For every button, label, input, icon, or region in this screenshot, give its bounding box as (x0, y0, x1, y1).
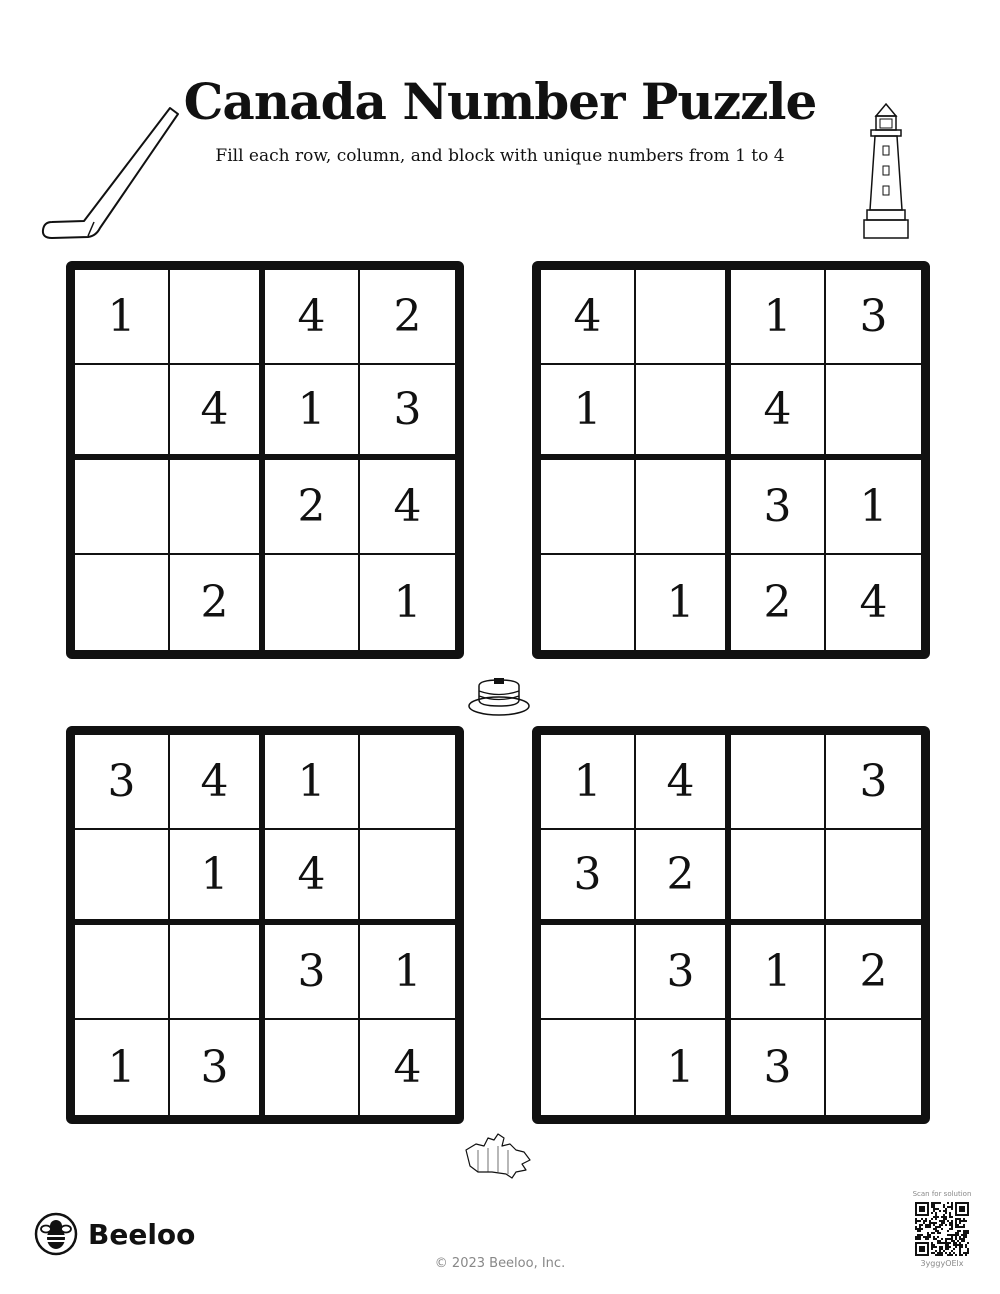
canada-map-icon (462, 1130, 534, 1182)
puzzle-cell[interactable]: 2 (170, 555, 265, 650)
puzzle-cell[interactable]: 3 (170, 1020, 265, 1115)
puzzle-cell[interactable]: 1 (826, 460, 921, 555)
puzzle-cell[interactable]: 4 (731, 365, 826, 460)
puzzle-cell[interactable] (541, 460, 636, 555)
puzzle-cell[interactable]: 3 (265, 925, 360, 1020)
puzzle-cell[interactable] (360, 735, 455, 830)
qr-code-icon[interactable] (915, 1202, 969, 1256)
puzzle-cell[interactable] (170, 460, 265, 555)
puzzle-cell[interactable] (265, 1020, 360, 1115)
puzzle-cell[interactable] (265, 555, 360, 650)
puzzle-cell[interactable] (360, 830, 455, 925)
puzzle-cell[interactable]: 4 (360, 460, 455, 555)
puzzle-cell[interactable]: 1 (541, 365, 636, 460)
puzzle-cell[interactable]: 1 (265, 365, 360, 460)
puzzle-cell[interactable] (541, 925, 636, 1020)
puzzle-cell[interactable]: 2 (265, 460, 360, 555)
lighthouse-icon (862, 102, 910, 242)
puzzle-cell[interactable] (541, 555, 636, 650)
hockey-stick-icon (38, 100, 186, 245)
puzzle-cell[interactable]: 3 (731, 1020, 826, 1115)
puzzle-cell[interactable]: 1 (265, 735, 360, 830)
puzzle-cell[interactable]: 1 (393, 577, 422, 628)
puzzle-cell[interactable]: 4 (265, 270, 360, 365)
puzzle-cell[interactable]: 2 (826, 925, 921, 1020)
puzzle-cell[interactable]: 3 (541, 830, 636, 925)
puzzle-cell[interactable]: 1 (636, 1020, 731, 1115)
puzzle-cell[interactable]: 4 (170, 365, 265, 460)
puzzle-cell[interactable] (75, 830, 170, 925)
puzzle-cell[interactable]: 2 (731, 555, 826, 650)
puzzle-cell[interactable] (636, 460, 731, 555)
puzzle-cell[interactable] (75, 365, 170, 460)
puzzle-cell[interactable]: 2 (360, 270, 455, 365)
puzzle-cell[interactable] (826, 830, 921, 925)
puzzle-cell[interactable] (731, 735, 826, 830)
brand (34, 1212, 195, 1256)
puzzle-cell[interactable]: 3 (731, 460, 826, 555)
puzzle-grid-3 (66, 726, 464, 1124)
puzzle-cell[interactable]: 1 (360, 925, 455, 1020)
puzzle-cell[interactable]: 1 (75, 1020, 170, 1115)
puzzle-cell[interactable]: 3 (636, 925, 731, 1020)
puzzle-cell[interactable]: 2 (636, 830, 731, 925)
puzzle-cell[interactable] (541, 1020, 636, 1115)
puzzle-cell[interactable]: 1 (75, 270, 170, 365)
puzzle-cell[interactable]: 3 (75, 735, 170, 830)
bee-icon (34, 1212, 78, 1256)
qr-code-text: 3yggyOElx (920, 1259, 964, 1268)
puzzle-cell[interactable]: 4 (859, 577, 888, 628)
puzzle-cell[interactable]: 1 (731, 270, 826, 365)
brand-name: Beeloo (88, 1217, 196, 1251)
puzzle-cell[interactable] (170, 270, 265, 365)
page-title: Canada Number Puzzle (183, 72, 817, 131)
puzzle-cell[interactable]: 1 (636, 555, 731, 650)
puzzle-cell[interactable]: 4 (541, 270, 636, 365)
puzzle-cell[interactable]: 4 (636, 735, 731, 830)
puzzle-cell[interactable] (826, 1020, 921, 1115)
puzzle-cell[interactable] (75, 925, 170, 1020)
puzzle-cell[interactable]: 1 (541, 735, 636, 830)
puzzle-cell[interactable] (826, 365, 921, 460)
puzzle-grid-2 (532, 261, 930, 659)
puzzle-cell[interactable] (636, 365, 731, 460)
puzzle-grid-1 (66, 261, 464, 659)
puzzle-cell[interactable]: 3 (826, 270, 921, 365)
puzzle-cell[interactable]: 4 (265, 830, 360, 925)
puzzle-cell[interactable]: 3 (826, 735, 921, 830)
puzzle-cell[interactable] (731, 830, 826, 925)
page-subtitle: Fill each row, column, and block with unique numbers from 1 to 4 (215, 146, 785, 166)
puzzle-cell[interactable] (75, 460, 170, 555)
puzzle-cell[interactable] (636, 270, 731, 365)
puzzle-cell[interactable]: 1 (731, 925, 826, 1020)
puzzle-cell[interactable]: 1 (170, 830, 265, 925)
puzzle-grid-4 (532, 726, 930, 1124)
puzzle-cell[interactable] (170, 925, 265, 1020)
puzzle-cell[interactable] (75, 555, 170, 650)
copyright: © 2023 Beeloo, Inc. (434, 1256, 566, 1271)
puzzle-cell[interactable]: 4 (170, 735, 265, 830)
pancakes-icon (466, 668, 532, 718)
qr-label: Scan for solution (912, 1190, 972, 1198)
puzzle-cell[interactable]: 4 (393, 1042, 422, 1093)
puzzle-cell[interactable]: 3 (360, 365, 455, 460)
